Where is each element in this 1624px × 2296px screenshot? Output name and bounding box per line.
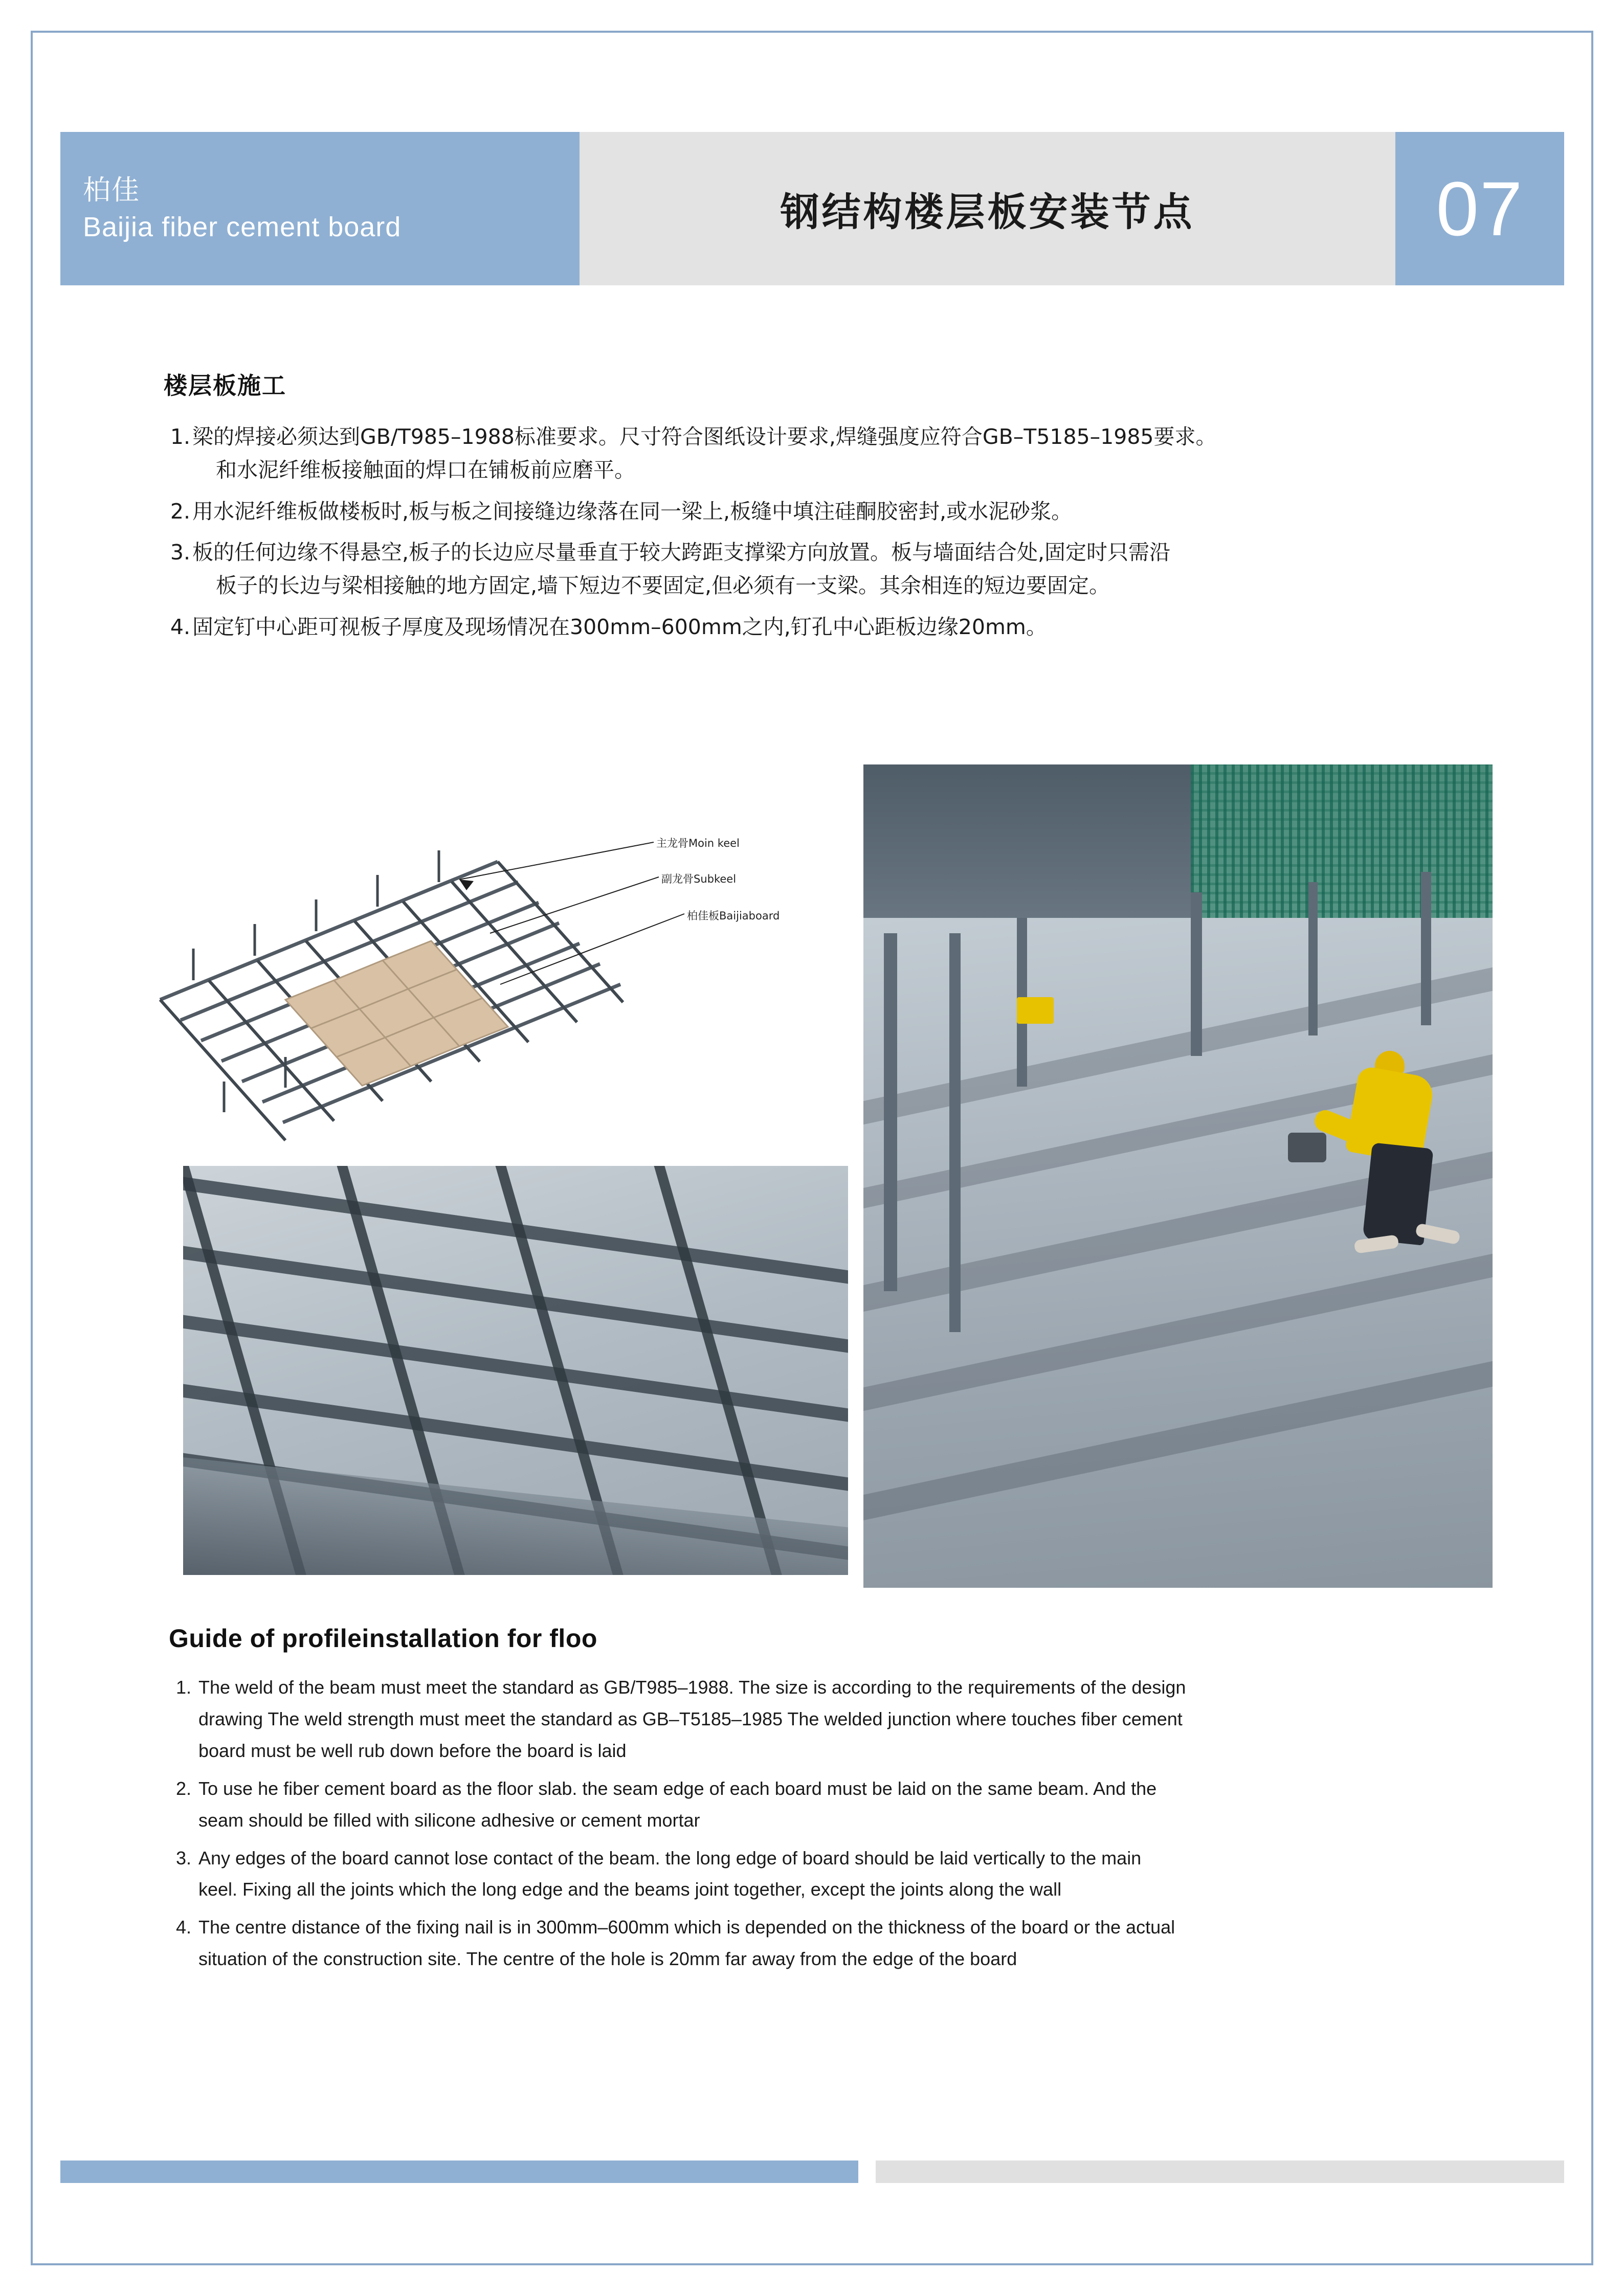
brand-block: [60, 132, 580, 285]
chinese-item-line: 固定钉中心距可视板子厚度及现场情况在300mm–600mm之内,钉孔中心距板边缘20mm。: [192, 614, 1047, 639]
english-item-line: drawing The weld strength must meet the standard as GB–T5185–1985 The welded junction where touches fiber cement: [198, 1708, 1183, 1729]
english-item-line: seam should be filled with silicone adhesive or cement mortar: [198, 1809, 700, 1831]
chinese-list-item: [164, 611, 1494, 644]
brand-name-en: Baijia fiber cement board: [83, 212, 402, 242]
english-item-number: 2.: [175, 1777, 191, 1799]
chinese-item-number: 1.: [170, 424, 190, 449]
chinese-list-item: [164, 420, 1494, 487]
english-item-line: To use he fiber cement board as the floor slab. the seam edge of each board must be laid on the same beam. And the: [198, 1777, 1157, 1799]
english-item-number: 3.: [175, 1847, 191, 1869]
chinese-item-line: 板的任何边缘不得悬空,板子的长边应尽量垂直于较大跨距支撑梁方向放置。板与墙面结合处,固定时只需沿: [192, 540, 1171, 565]
chinese-item-number: 4.: [170, 614, 190, 639]
chinese-item-line: 用水泥纤维板做楼板时,板与板之间接缝边缘落在同一梁上,板缝中填注硅酮胶密封,或水泥砂浆。: [192, 499, 1073, 524]
figure-group: [132, 780, 1493, 1588]
english-item-line: Any edges of the board cannot lose contact of the beam. the long edge of board should be laid vertically to the main: [198, 1847, 1142, 1869]
page-number-block: [1395, 132, 1564, 285]
english-list-item: [169, 1842, 1488, 1906]
diagram-label-baijia-board: 柏佳板Baijiaboard: [687, 910, 780, 922]
page-footer: [60, 2160, 1564, 2183]
chinese-item-number: 2.: [170, 499, 190, 524]
footer-bar-accent: [60, 2160, 858, 2183]
english-item-line: board must be well rub down before the board is laid: [198, 1740, 627, 1761]
footer-bar-grey: [876, 2160, 1564, 2183]
header-title-block: [580, 132, 1395, 285]
page-number: 07: [1436, 165, 1524, 252]
chinese-section: [164, 367, 1494, 652]
english-list-item: [169, 1773, 1488, 1836]
chinese-item-line: 梁的焊接必须达到GB/T985–1988标准要求。尺寸符合图纸设计要求,焊缝强度应符合GB–T5185–1985要求。: [192, 424, 1217, 449]
page-title: 钢结构楼层板安装节点: [780, 189, 1195, 235]
page-header: [60, 132, 1564, 285]
site-equipment-box: [1017, 997, 1054, 1024]
chinese-item-line: 板子的长边与梁相接触的地方固定,墙下短边不要固定,但必须有一支梁。其余相连的短边要固定。: [216, 573, 1110, 598]
chinese-item-number: 3.: [170, 540, 190, 565]
english-item-line: The weld of the beam must meet the standard as GB/T985–1988. The size is according to the requirements of the design: [198, 1677, 1186, 1698]
english-list-item: [169, 1911, 1488, 1975]
english-item-number: 4.: [175, 1917, 191, 1938]
chinese-heading: 楼层板施工: [164, 372, 286, 399]
english-item-line: The centre distance of the fixing nail is in 300mm–600mm which is depended on the thickness of the board or the actual: [198, 1917, 1175, 1938]
english-section: [169, 1624, 1488, 1981]
diagram-label-main-keel: 主龙骨Moin keel: [656, 837, 740, 849]
english-heading: Guide of profileinstallation for floo: [169, 1624, 597, 1653]
photo-construction-site: [863, 764, 1493, 1588]
diagram-label-sub-keel: 副龙骨Subkeel: [661, 873, 737, 885]
brand-name-cn: 柏佳: [83, 173, 140, 206]
chinese-item-line: 和水泥纤维板接触面的焊口在铺板前应磨平。: [216, 457, 635, 482]
nail-gun: [1288, 1133, 1326, 1162]
english-item-line: keel. Fixing all the joints which the long edge and the beams joint together, except the joints along the wall: [198, 1879, 1062, 1900]
chinese-list-item: [164, 495, 1494, 528]
keel-isometric-diagram: [132, 780, 825, 1168]
photo-ceiling-structure: [183, 1166, 848, 1575]
english-list-item: [169, 1672, 1488, 1767]
english-item-number: 1.: [175, 1677, 191, 1698]
english-item-line: situation of the construction site. The centre of the hole is 20mm far away from the edge of the board: [198, 1948, 1017, 1970]
chinese-list-item: [164, 536, 1494, 602]
